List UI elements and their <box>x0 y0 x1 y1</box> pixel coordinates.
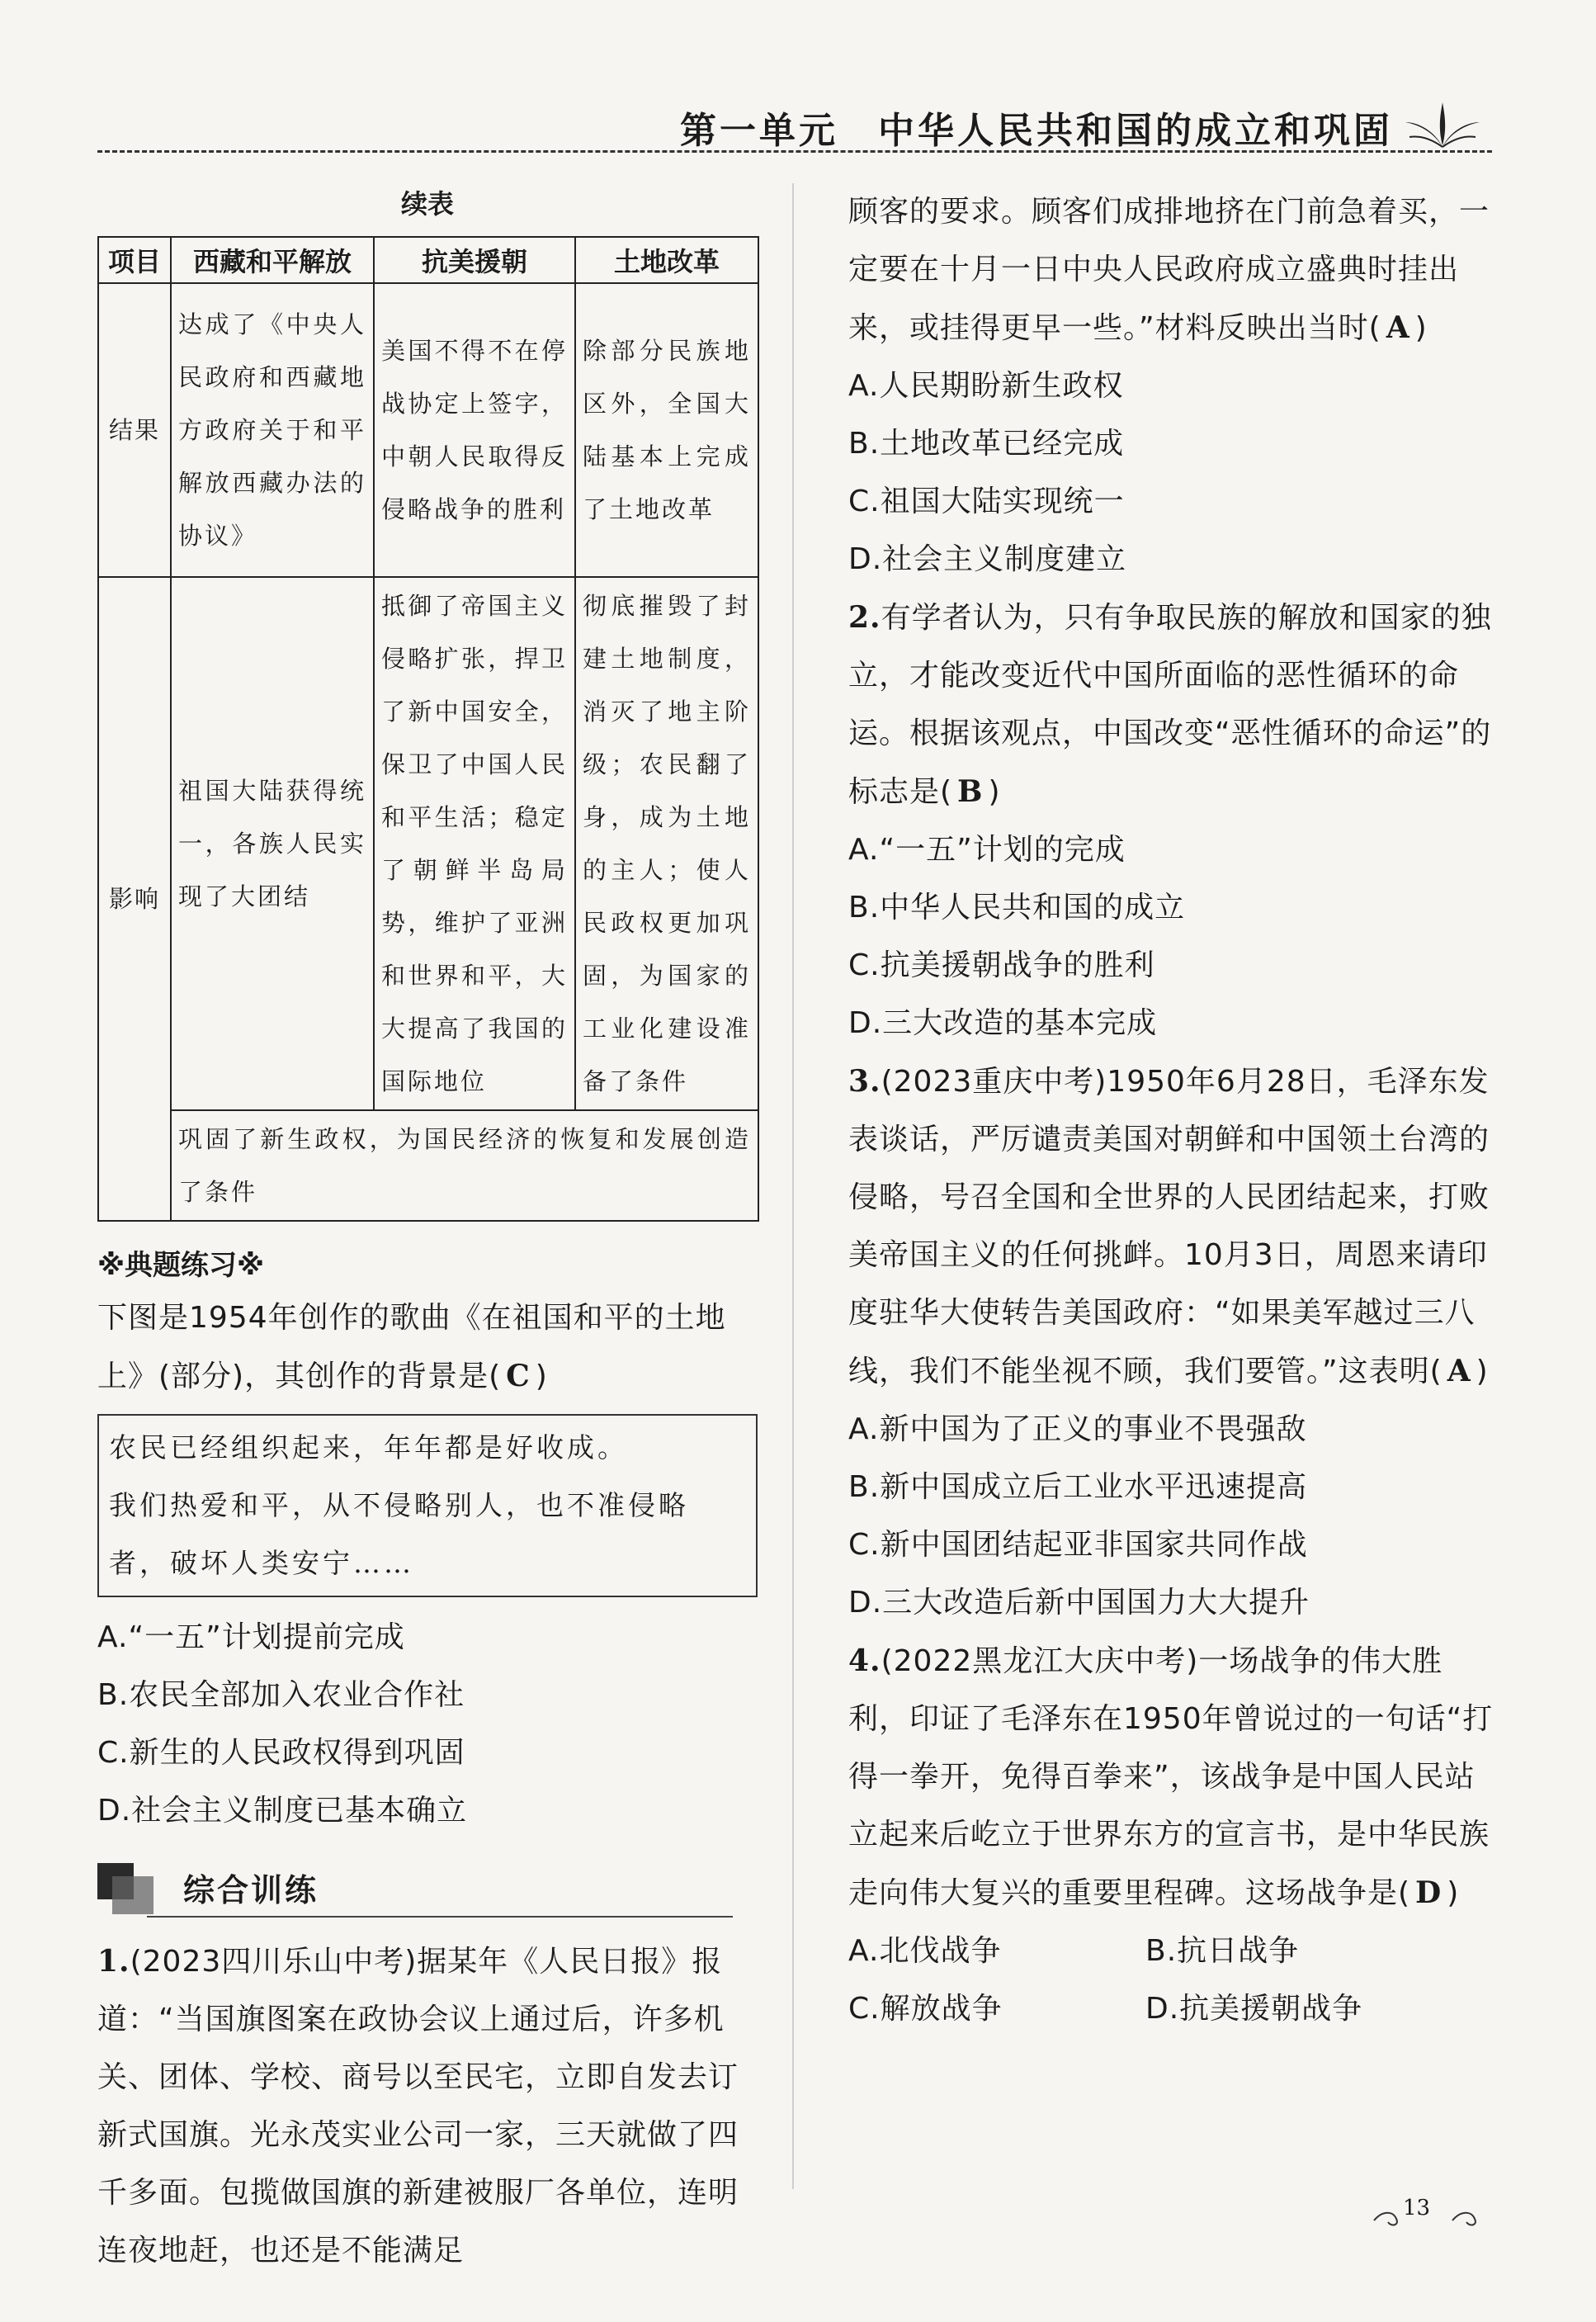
table-cell: 美国不得不在停战协定上签字，中朝人民取得反侵略战争的胜利 <box>374 283 575 577</box>
question-2-answer: B <box>957 774 984 809</box>
practice-option-c: C.新生的人民政权得到巩固 <box>97 1736 465 1770</box>
q4-options-row-1 <box>848 1922 1500 1980</box>
section-block-icon <box>97 1863 155 1916</box>
banner-rule <box>147 1916 733 1918</box>
table-cell: 抵御了帝国主义侵略扩张，捍卫了新中国安全，保卫了中国人民和平生活；稳定了朝鲜半岛局势，维护了亚洲和世界和平，大大提高了我国的国际地位 <box>374 577 575 1110</box>
leaf-ornament-icon <box>1401 97 1484 150</box>
question-4: 4.(2022黑龙江大庆中考)一场战争的伟大胜利，印证了毛泽东在1950年曾说过的一句话“打得一拳开，免得百拳来”，该战争是中国人民站立起来后屹立于世界东方的宣言书，是中华民族走向伟大复兴的重要里程碑。这场战争是( D ) <box>848 1643 1494 1910</box>
table-header-cell: 项目 <box>98 237 171 283</box>
practice-option-a: A.“一五”计划提前完成 <box>97 1620 405 1654</box>
question-3: 3.(2023重庆中考)1950年6月28日，毛泽东发表谈话，严厉谴责美国对朝鲜和中国领土台湾的侵略，号召全国和全世界的人民团结起来，打败美帝国主义的任何挑衅。10月3日，周恩来请印度驻华大使转告美国政府：“如果美军越过三八线，我们不能坐视不顾，我们要管。”这表明( A ) <box>848 1064 1490 1388</box>
question-number: 3. <box>848 1064 881 1099</box>
training-banner <box>97 1856 758 1922</box>
table-cell: 彻底摧毁了封建土地制度，消灭了地主阶级；农民翻了身，成为土地的主人；使人民政权更加巩固，为国家的工业化建设准备了条件 <box>575 577 758 1110</box>
q3-option-c: C.新中国团结起亚非国家共同作战 <box>848 1528 1308 1562</box>
header-dashed-rule <box>97 150 1492 153</box>
table-cell: 除部分民族地区外，全国大陆基本上完成了土地改革 <box>575 283 758 577</box>
page-header <box>97 97 1492 160</box>
q1-option-c: C.祖国大陆实现统一 <box>848 485 1125 518</box>
q4-options-row-2 <box>848 1980 1500 2038</box>
right-column <box>848 183 1500 2038</box>
training-title: 综合训练 <box>183 1872 319 1908</box>
song-lyrics-box <box>97 1414 758 1597</box>
table-header-row <box>98 237 758 283</box>
question-1: 1.(2023四川乐山中考)据某年《人民日报》报道：“当国旗图案在政协会议上通过后，许多机关、团体、学校、商号以至民宅，立即自发去订新式国旗。光永茂实业公司一家，三天就做了四千多面。包揽做国旗的新建被服厂各单位，连明连夜地赶，也还是不能满足 <box>97 1944 739 2268</box>
q1-option-a: A.人民期盼新生政权 <box>848 369 1124 403</box>
table-cell: 祖国大陆获得统一，各族人民实现了大团结 <box>171 577 374 1110</box>
question-number: 2. <box>848 600 881 635</box>
q4-option-b: B.抗日战争 <box>1145 1934 1300 1968</box>
q1-option-d: D.社会主义制度建立 <box>848 542 1127 576</box>
q4-option-a: A.北伐战争 <box>848 1934 1002 1968</box>
practice-option-b: B.农民全部加入农业合作社 <box>97 1678 465 1712</box>
q3-option-a: A.新中国为了正义的事业不畏强敌 <box>848 1412 1307 1446</box>
unit-title: 第一单元 中华人民共和国的成立和巩固 <box>680 110 1393 152</box>
table-header-cell: 抗美援朝 <box>374 237 575 283</box>
q2-option-d: D.三大改造的基本完成 <box>848 1006 1158 1040</box>
q2-option-b: B.中华人民共和国的成立 <box>848 891 1186 925</box>
q4-option-c: C.解放战争 <box>848 1992 1003 2026</box>
table-row <box>98 283 758 577</box>
q4-option-d: D.抗美援朝战争 <box>1145 1992 1363 2026</box>
question-number: 4. <box>848 1643 881 1678</box>
lyric-line: 我们热爱和平，从不侵略别人，也不准侵略 <box>109 1489 689 1521</box>
table-header-cell: 西藏和平解放 <box>171 237 374 283</box>
page-number: 13 <box>1403 2196 1431 2220</box>
question-1-continued: 顾客的要求。顾客们成排地挤在门前急着买，一定要在十月一日中央人民政府成立盛典时挂出来，或挂得更早一些。”材料反映出当时( A ) <box>848 195 1490 345</box>
practice-stem: 下图是1954年创作的歌曲《在祖国和平的土地上》(部分)，其创作的背景是( C ) <box>97 1301 726 1393</box>
row-label: 影响 <box>98 577 171 1221</box>
table-row <box>98 1110 758 1221</box>
comparison-table <box>97 236 759 1222</box>
question-4-answer: D <box>1415 1875 1443 1910</box>
practice-option-d: D.社会主义制度已基本确立 <box>97 1794 468 1828</box>
question-3-answer: A <box>1447 1354 1471 1388</box>
lyric-line: 者，破坏人类安宁…… <box>109 1547 414 1579</box>
q2-option-a: A.“一五”计划的完成 <box>848 833 1126 867</box>
practice-answer: C <box>506 1359 531 1393</box>
table-header-cell: 土地改革 <box>575 237 758 283</box>
lyric-line: 农民已经组织起来，年年都是好收成。 <box>109 1431 628 1464</box>
left-column <box>97 183 758 2280</box>
q2-option-c: C.抗美援朝战争的胜利 <box>848 948 1155 982</box>
question-1-answer: A <box>1386 310 1410 345</box>
q3-option-b: B.新中国成立后工业水平迅速提高 <box>848 1470 1308 1504</box>
q3-option-d: D.三大改造后新中国国力大大提升 <box>848 1586 1310 1620</box>
column-divider <box>792 183 794 2189</box>
row-label: 结果 <box>98 283 171 577</box>
table-cell: 达成了《中央人民政府和西藏地方政府关于和平解放西藏办法的协议》 <box>171 283 374 577</box>
table-caption: 续表 <box>400 188 454 220</box>
table-row <box>98 577 758 1110</box>
q1-option-b: B.土地改革已经完成 <box>848 427 1125 461</box>
question-2: 2.有学者认为，只有争取民族的解放和国家的独立，才能改变近代中国所面临的恶性循环的命运。根据该观点，中国改变“恶性循环的命运”的标志是( B ) <box>848 600 1492 809</box>
table-merged-cell: 巩固了新生政权，为国民经济的恢复和发展创造了条件 <box>171 1110 758 1221</box>
practice-title: ※典题练习※ <box>97 1249 265 1282</box>
question-number: 1. <box>97 1944 130 1979</box>
